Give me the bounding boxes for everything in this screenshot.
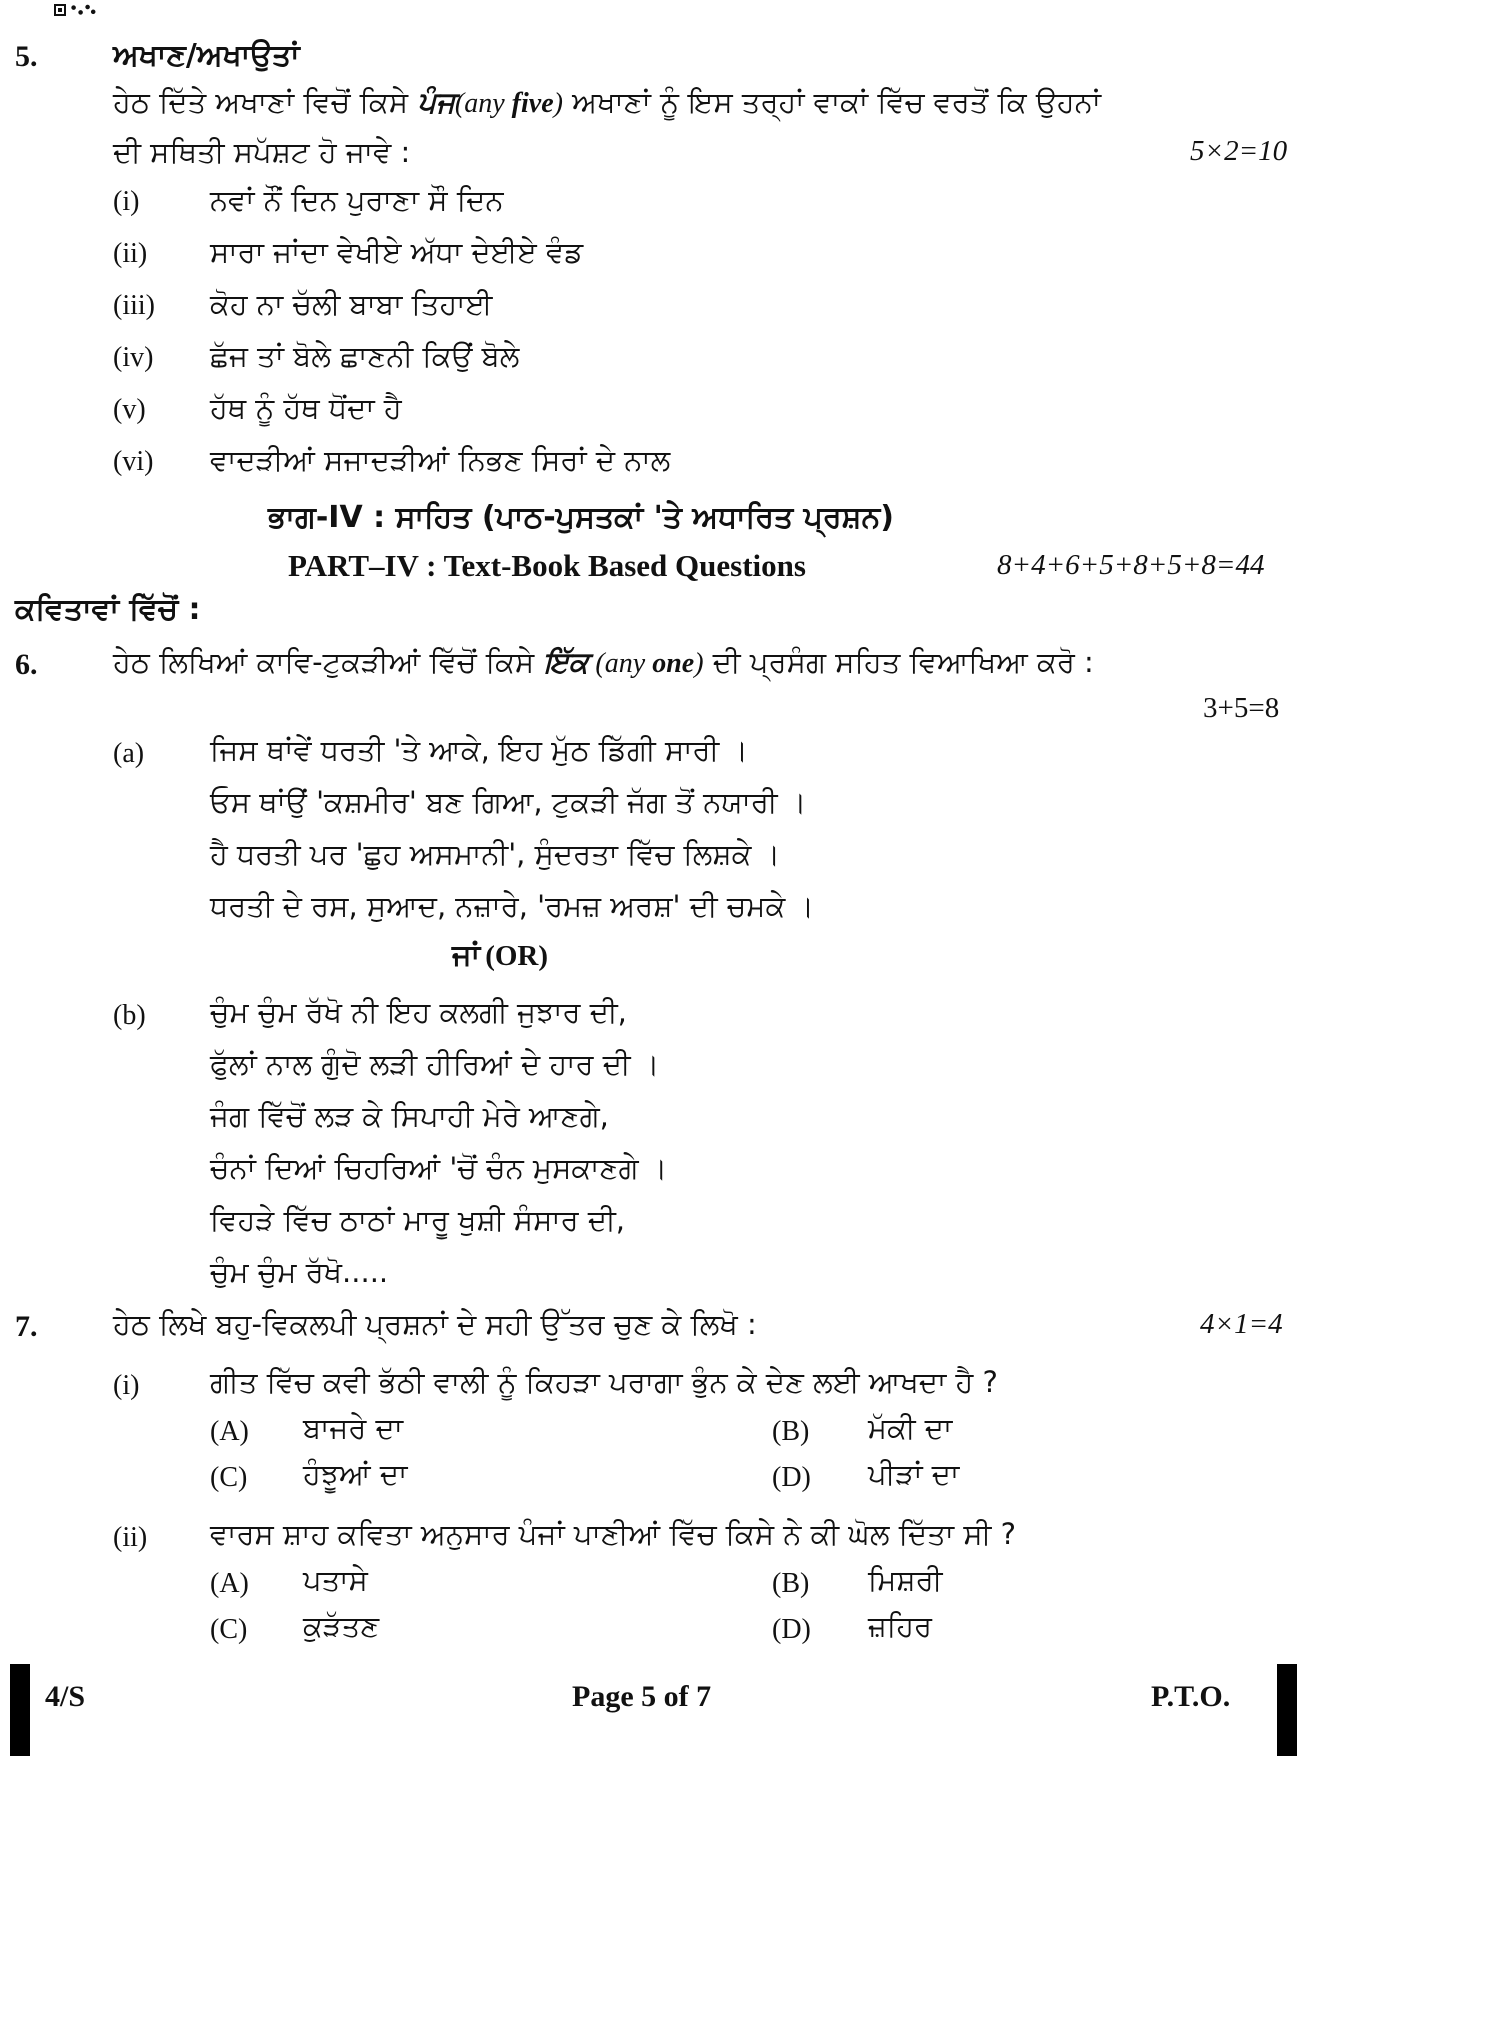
mcq-label: (i) bbox=[113, 1370, 140, 1401]
question-title: ਅਖਾਣ/ਅਖਾਉਤਾਂ bbox=[113, 38, 300, 73]
option-label: (B) bbox=[772, 1416, 810, 1447]
mcq-text: ਵਾਰਸ ਸ਼ਾਹ ਕਵਿਤਾ ਅਨੁਸਾਰ ਪੰਜਾਂ ਪਾਣੀਆਂ ਵਿੱਚ ਕਿਸੇ ਨੇ ਕੀ ਘੋਲ ਦਿੱਤਾ ਸੀ ? bbox=[210, 1517, 1016, 1551]
instruction-emphasis: ਇੱਕ bbox=[543, 645, 589, 679]
option-text: ਕੁੜੱਤਣ bbox=[303, 1609, 380, 1643]
instruction-english: (any one) bbox=[588, 648, 704, 679]
instruction-emphasis: ਪੰਜ bbox=[417, 85, 455, 119]
item-label: (iv) bbox=[113, 342, 154, 373]
page-number: Page 5 of 7 bbox=[572, 1680, 712, 1713]
option-text: ਮਿਸ਼ਰੀ bbox=[868, 1563, 943, 1597]
item-label: (i) bbox=[113, 186, 140, 217]
poem-line: ਚੁੰਮ ਚੁੰਮ ਰੱਖੋ ਨੀ ਇਹ ਕਲਗੀ ਜੁਝਾਰ ਦੀ, bbox=[210, 995, 627, 1029]
item-label: (iii) bbox=[113, 290, 155, 321]
instruction-text: ਹੇਠ ਦਿੱਤੇ ਅਖਾਣਾਂ ਵਿਚੋਂ ਕਿਸੇ bbox=[113, 85, 418, 119]
part-title-english: PART–IV : Text-Book Based Questions bbox=[288, 548, 806, 583]
option-label: (D) bbox=[772, 1614, 811, 1645]
question-instruction: ਹੇਠ ਲਿਖੇ ਬਹੁ-ਵਿਕਲਪੀ ਪ੍ਰਸ਼ਨਾਂ ਦੇ ਸਹੀ ਉੱਤਰ ਚੁਣ ਕੇ ਲਿਖੋ : bbox=[113, 1307, 757, 1341]
list-item: ਸਾਰਾ ਜਾਂਦਾ ਵੇਖੀਏ ਅੱਧਾ ਦੇਈਏ ਵੰਡ bbox=[210, 235, 584, 269]
marks: 3+5=8 bbox=[1203, 692, 1280, 724]
item-label: (vi) bbox=[113, 446, 154, 477]
option-label: (A) bbox=[210, 1568, 249, 1599]
marks: 4×1=4 bbox=[1200, 1308, 1283, 1340]
option-label: (A) bbox=[210, 1416, 249, 1447]
poem-line: ਓਸ ਥਾਂਉਂ 'ਕਸ਼ਮੀਰ' ਬਣ ਗਿਆ, ਟੁਕੜੀ ਜੱਗ ਤੋਂ ਨਯਾਰੀ । bbox=[210, 785, 807, 819]
part-marks: 8+4+6+5+8+5+8=44 bbox=[997, 549, 1265, 581]
or-divider bbox=[452, 938, 548, 974]
poem-line: ਜਿਸ ਥਾਂਵੇਂ ਧਰਤੀ 'ਤੇ ਆਕੇ, ਇਹ ਮੁੱਠ ਡਿੱਗੀ ਸਾਰੀ । bbox=[210, 733, 749, 767]
list-item: ਛੱਜ ਤਾਂ ਬੋਲੇ ਛਾਣਨੀ ਕਿਉਂ ਬੋਲੇ bbox=[210, 339, 520, 373]
list-item: ਨਵਾਂ ਨੌਂ ਦਿਨ ਪੁਰਾਣਾ ਸੌ ਦਿਨ bbox=[210, 183, 504, 217]
instruction-text: ਅਖਾਣਾਂ ਨੂੰ ਇਸ ਤਰ੍ਹਾਂ ਵਾਕਾਂ ਵਿੱਚ ਵਰਤੋਂ ਕਿ ਉਹਨਾਂ bbox=[562, 85, 1101, 119]
option-text: ਮੱਕੀ ਦਾ bbox=[868, 1411, 953, 1445]
poem-line: ਚੰਨਾਂ ਦਿਆਂ ਚਿਹਰਿਆਂ 'ਚੋਂ ਚੰਨ ਮੁਸਕਾਣਗੇ । bbox=[210, 1151, 668, 1185]
mcq-label: (ii) bbox=[113, 1522, 148, 1553]
pto-label: P.T.O. bbox=[1151, 1680, 1231, 1713]
poem-line: ਹੈ ਧਰਤੀ ਪਰ 'ਛੁਹ ਅਸਮਾਨੀ', ਸੁੰਦਰਤਾ ਵਿੱਚ ਲਿਸ਼ਕੇ । bbox=[210, 837, 781, 871]
option-label: (D) bbox=[772, 1462, 811, 1493]
marks: 5×2=10 bbox=[1190, 135, 1288, 167]
poem-line: ਫੁੱਲਾਂ ਨਾਲ ਗੁੰਦੋ ਲੜੀ ਹੀਰਿਆਂ ਦੇ ਹਾਰ ਦੀ । bbox=[210, 1047, 660, 1081]
poem-line: ਧਰਤੀ ਦੇ ਰਸ, ਸੁਆਦ, ਨਜ਼ਾਰੇ, 'ਰਮਜ਼ ਅਰਸ਼' ਦੀ ਚਮਕੇ । bbox=[210, 889, 815, 923]
paper-code: 4/S bbox=[45, 1680, 86, 1713]
option-text: ਜ਼ਹਿਰ bbox=[868, 1609, 933, 1643]
option-label: (C) bbox=[210, 1462, 248, 1493]
poem-line: ਜੰਗ ਵਿੱਚੋਂ ਲੜ ਕੇ ਸਿਪਾਹੀ ਮੇਰੇ ਆਣਗੇ, bbox=[210, 1099, 609, 1133]
option-text: ਪੀੜਾਂ ਦਾ bbox=[868, 1457, 960, 1491]
list-item: ਹੱਥ ਨੂੰ ਹੱਥ ਧੋਂਦਾ ਹੈ bbox=[210, 391, 402, 425]
question-number: 7. bbox=[15, 1310, 38, 1343]
instruction-text: ਦੀ ਪ੍ਰਸੰਗ ਸਹਿਤ ਵਿਆਖਿਆ ਕਰੋ : bbox=[703, 645, 1094, 679]
question-number: 5. bbox=[15, 40, 38, 73]
or-english: (OR) bbox=[485, 940, 549, 972]
list-item: ਕੋਹ ਨਾ ਚੱਲੀ ਬਾਬਾ ਤਿਹਾਈ bbox=[210, 287, 493, 321]
option-label: (B) bbox=[772, 1568, 810, 1599]
item-label: (ii) bbox=[113, 238, 148, 269]
option-text: ਹੰਝੂਆਂ ਦਾ bbox=[303, 1457, 408, 1491]
option-text: ਪਤਾਸੇ bbox=[303, 1563, 368, 1597]
question-number: 6. bbox=[15, 648, 38, 681]
poem-line: ਵਿਹੜੇ ਵਿੱਚ ਠਾਠਾਂ ਮਾਰੂ ਖੁਸ਼ੀ ਸੰਸਾਰ ਦੀ, bbox=[210, 1203, 626, 1237]
option-label: (b) bbox=[113, 1000, 146, 1031]
instruction-text: ਹੇਠ ਲਿਖਿਆਂ ਕਾਵਿ-ਟੁਕੜੀਆਂ ਵਿੱਚੋਂ ਕਿਸੇ bbox=[113, 645, 544, 679]
option-label: (a) bbox=[113, 738, 145, 769]
qr-code-icon bbox=[54, 3, 104, 17]
list-item: ਵਾਦੜੀਆਂ ਸਜਾਦੜੀਆਂ ਨਿਭਣ ਸਿਰਾਂ ਦੇ ਨਾਲ bbox=[210, 443, 671, 477]
question-instruction bbox=[113, 644, 1094, 682]
question-instruction bbox=[113, 84, 1101, 122]
item-label: (v) bbox=[113, 394, 146, 425]
instruction-english: (any five) bbox=[454, 88, 563, 119]
or-punjabi: ਜਾਂ bbox=[452, 938, 481, 973]
subsection-title: ਕਵਿਤਾਵਾਂ ਵਿੱਚੋਂ : bbox=[15, 592, 201, 627]
mcq-text: ਗੀਤ ਵਿੱਚ ਕਵੀ ਭੱਠੀ ਵਾਲੀ ਨੂੰ ਕਿਹੜਾ ਪਰਾਗਾ ਭੁੰਨ ਕੇ ਦੇਣ ਲਈ ਆਖਦਾ ਹੈ ? bbox=[210, 1365, 998, 1399]
footer-bar-right bbox=[1277, 1664, 1297, 1756]
option-label: (C) bbox=[210, 1614, 248, 1645]
poem-line: ਚੁੰਮ ਚੁੰਮ ਰੱਖੋ..... bbox=[210, 1255, 389, 1289]
option-text: ਬਾਜਰੇ ਦਾ bbox=[303, 1411, 404, 1445]
instruction-line-2: ਦੀ ਸਥਿਤੀ ਸਪੱਸ਼ਟ ਹੋ ਜਾਵੇ : bbox=[113, 135, 411, 169]
footer-bar-left bbox=[10, 1664, 30, 1756]
part-title-punjabi: ਭਾਗ-IV : ਸਾਹਿਤ (ਪਾਠ-ਪੁਸਤਕਾਂ 'ਤੇ ਅਧਾਰਿਤ ਪ੍ਰਸ਼ਨ) bbox=[268, 500, 894, 535]
